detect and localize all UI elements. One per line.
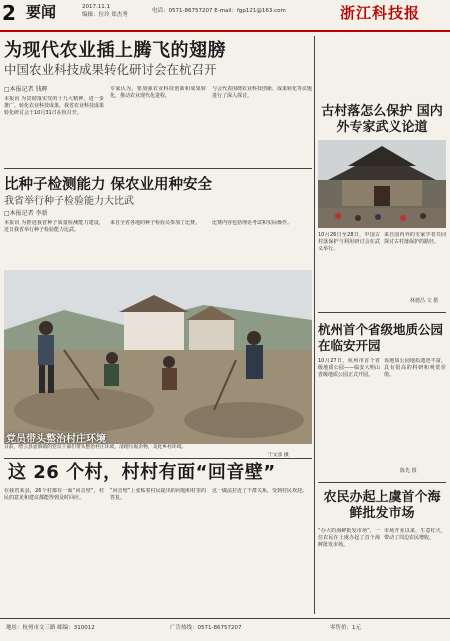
story3-column-3: 这一做法拉近了干群关系，受到村民欢迎。 bbox=[212, 488, 308, 494]
page-number: 2 bbox=[2, 1, 16, 25]
story6-headline: 农民办起上虞首个海鲜批发市场 bbox=[323, 490, 441, 521]
story4-headline: 古村落怎么保护 国内外专家武义论道 bbox=[321, 104, 443, 135]
story4-column-1: 10月26日至28日，中国古村落保护与利用研讨会在武义举行。 bbox=[318, 232, 380, 252]
story2-column-3: 比赛内容包括理论考试和实际操作。 bbox=[212, 220, 293, 226]
story6-column-1: “办大的海鲜批发市场”，一位农民在上虞办起了首个海鲜批发市场。 bbox=[318, 528, 380, 548]
story3-headline: 这 26 个村，村村有面“回音壁” bbox=[8, 462, 276, 483]
story4-column-2: 来自国内外的专家学者共同探讨古村落保护的路径。 bbox=[384, 232, 446, 245]
story1-column-2: 专家认为，要加强农业科技创新和成果转化，推动农业现代化进程。 bbox=[110, 86, 206, 99]
editor-line: 编辑：位玲 郑杰秀 bbox=[82, 12, 128, 18]
footer-ads: 广告热线：0571-86757207 bbox=[170, 625, 242, 631]
section-title: 要闻 bbox=[26, 3, 57, 21]
story3-column-1: 在我省某县，26个村都有一面“回音壁”，村民的意见和建议都能得到及时回应。 bbox=[4, 488, 104, 501]
story5-credit: 陈先 摄 bbox=[400, 468, 417, 474]
story2-column-2: 来自全省各地的种子检验员参加了比赛。 bbox=[110, 220, 201, 226]
divider bbox=[4, 458, 312, 459]
email: E-mail：fgp121@163.com bbox=[214, 8, 286, 14]
story1-subhead: 中国农业科技成果转化研讨会在杭召开 bbox=[4, 62, 217, 77]
contact-line bbox=[152, 8, 286, 15]
story2-column-1: 本报讯 为推进我省种子质量检测能力建设，近日我省举行种子检验能力比武。 bbox=[4, 220, 104, 233]
story1-column-3: 与会代表围绕农业科技创新、成果转化等议题进行了深入探讨。 bbox=[212, 86, 312, 99]
photo-illustration bbox=[4, 270, 312, 444]
masthead-logo: 浙江科技报 bbox=[340, 4, 421, 22]
village-cleanup-photo bbox=[4, 270, 312, 444]
story1-column-1: 本报讯 为贯彻落实党的十九大精神，进一步推广、转化农业科技成果，我省农业科技成果转化研讨会于10月31日在杭召开。 bbox=[4, 96, 104, 116]
story6-column-2: 市场开业以来，生意红火，带动了周边农民增收。 bbox=[384, 528, 446, 541]
story3-column-2: “回音壁”上张贴着村民提出的问题和村里的答复。 bbox=[110, 488, 206, 501]
photo-credit: 宁文彦 摄 bbox=[268, 453, 289, 458]
story5-column-1: 10月27日，杭州市首个省级地质公园——临安大明山省级地质公园正式开园。 bbox=[318, 358, 380, 378]
page-footer bbox=[0, 618, 450, 641]
photo-caption: 日前，缙云县壶镇镇的党员干部们带头整治村庄环境，清理垃圾杂物，美化乡村环境。 bbox=[4, 445, 187, 450]
divider bbox=[318, 312, 446, 313]
story2-headline: 比种子检测能力 保农业用种安全 bbox=[4, 177, 213, 193]
divider bbox=[4, 168, 312, 169]
story5-column-2: 该地质公园地质遗迹丰富，具有很高的科研和观赏价值。 bbox=[384, 358, 446, 378]
story2-subhead: 我省举行种子检验能力大比武 bbox=[4, 196, 134, 207]
issue-date: 2017.11.1 bbox=[82, 4, 110, 10]
ancient-village-photo bbox=[318, 140, 446, 228]
footer-address: 地址：杭州市文三路 邮编：310012 bbox=[6, 625, 95, 631]
column-divider bbox=[314, 36, 315, 614]
story2-byline: □本报记者 李新 bbox=[4, 210, 48, 217]
footer-price: 零售价：1元 bbox=[330, 625, 361, 631]
story4-credit: 林德昌 文 摄 bbox=[410, 298, 439, 304]
story1-byline: □本报记者 钱晖 bbox=[4, 86, 48, 93]
phone: 电话：0571-86757207 bbox=[152, 8, 213, 14]
photo-title: 党员带头整治村庄环境 bbox=[6, 434, 106, 445]
story5-headline: 杭州首个省级地质公园在临安开园 bbox=[318, 322, 444, 353]
story1-headline: 为现代农业插上腾飞的翅膀 bbox=[4, 40, 226, 61]
divider bbox=[318, 482, 446, 483]
photo-illustration bbox=[318, 140, 446, 228]
